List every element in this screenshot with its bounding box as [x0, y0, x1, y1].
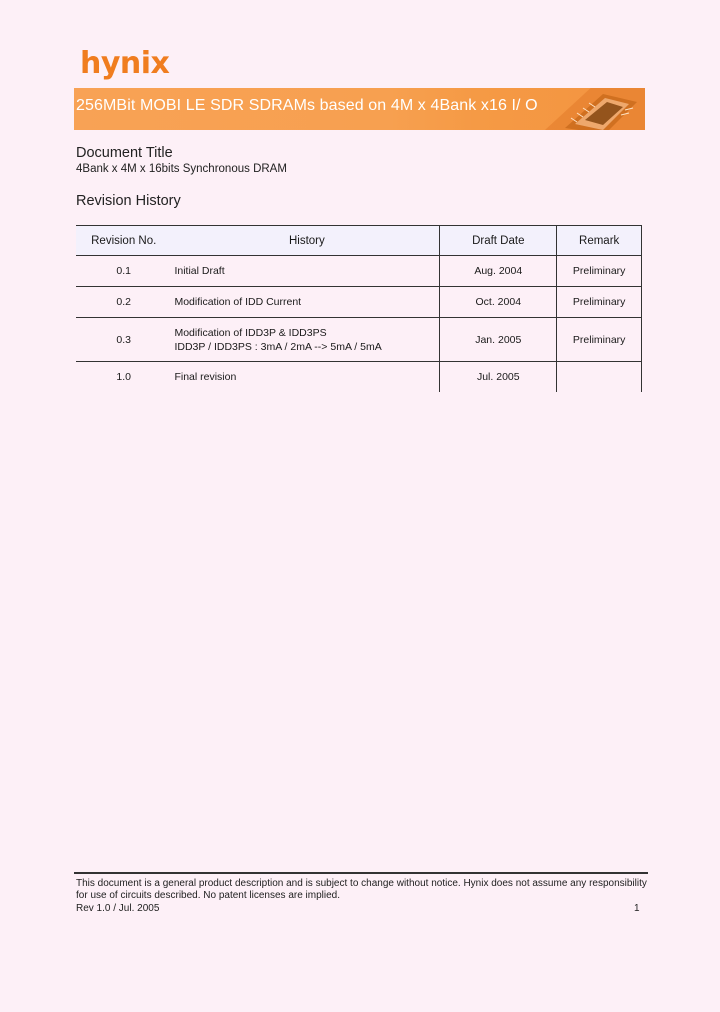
remark-cell	[557, 362, 642, 393]
page-number: 1	[634, 903, 640, 914]
history-line: Final revision	[174, 371, 237, 383]
table-row	[76, 362, 642, 393]
revision-history-heading: Revision History	[76, 193, 181, 209]
column-header-revision: Revision No.	[76, 226, 171, 256]
history-line: Modification of IDD Current	[174, 296, 302, 308]
footer-disclaimer: This document is a general product description and is subject to change without notice. Hynix does not assume any responsibility for use of circuits described. No patent licenses are implied.	[76, 878, 647, 901]
hynix-logo: hynix	[80, 46, 170, 81]
remark-cell: Preliminary	[557, 287, 642, 318]
remark-cell: Preliminary	[557, 318, 642, 362]
document-title-heading: Document Title	[76, 145, 173, 161]
revision-cell: 0.1	[76, 256, 171, 287]
revision-history-table	[76, 225, 642, 392]
revision-cell: 0.3	[76, 318, 171, 362]
history-line: IDD3P / IDD3PS : 3mA / 2mA --> 5mA / 5mA	[174, 340, 382, 353]
revision-cell: 1.0	[116, 371, 132, 383]
title-banner	[74, 88, 645, 130]
table-row	[76, 287, 642, 318]
remark-cell: Preliminary	[557, 256, 642, 287]
history-cell	[171, 287, 439, 318]
footer-divider	[74, 872, 648, 874]
history-cell	[171, 362, 439, 393]
column-header-remark: Remark	[557, 226, 642, 256]
revision-cell: 0.2	[76, 287, 171, 318]
table-row	[76, 318, 642, 362]
column-header-history: History	[171, 226, 439, 256]
table-header-row	[76, 226, 642, 256]
chip-graphic-icon	[525, 88, 645, 130]
history-cell	[171, 256, 439, 287]
history-line: Initial Draft	[174, 265, 225, 277]
footer-revision: Rev 1.0 / Jul. 2005	[76, 903, 160, 914]
history-line: Modification of IDD3P & IDD3PS	[174, 326, 327, 339]
draft-date-cell: Jan. 2005	[440, 318, 557, 362]
history-cell	[171, 318, 439, 362]
banner-title: 256MBit MOBI LE SDR SDRAMs based on 4M x 4Bank x16 I/ O	[76, 97, 538, 114]
draft-date-cell: Oct. 2004	[440, 287, 557, 318]
draft-date-cell: Jul. 2005	[440, 362, 557, 393]
table-row	[76, 256, 642, 287]
document-title-subtitle: 4Bank x 4M x 16bits Synchronous DRAM	[76, 163, 287, 175]
column-header-draft-date: Draft Date	[440, 226, 557, 256]
draft-date-cell: Aug. 2004	[440, 256, 557, 287]
